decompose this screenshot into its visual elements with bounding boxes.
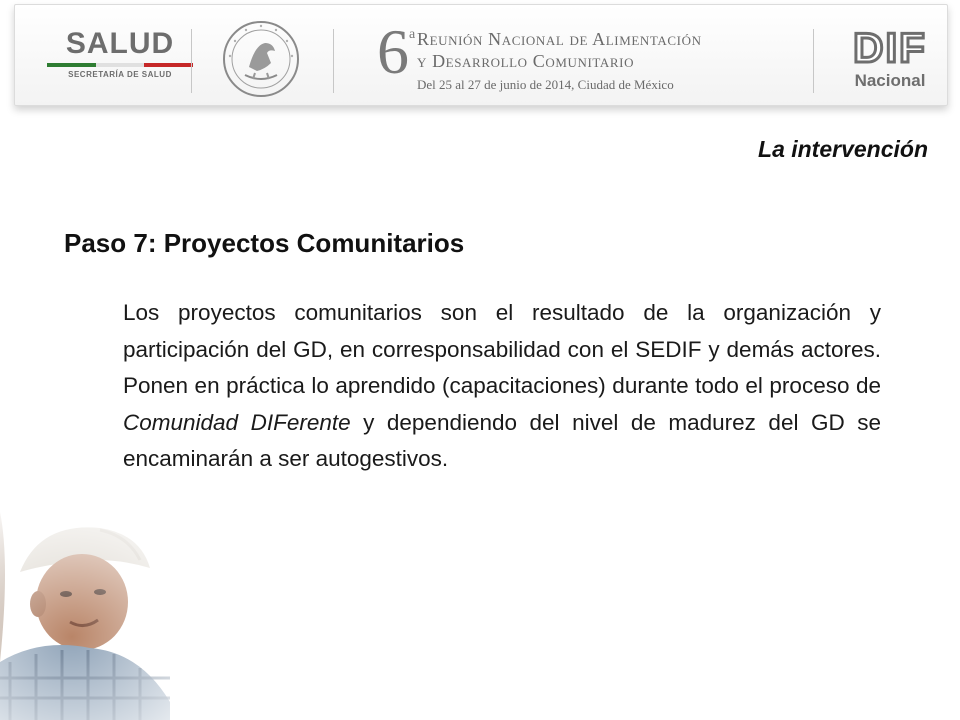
conference-line-2: y Desarrollo Comunitario <box>417 51 635 71</box>
header-divider <box>333 29 334 93</box>
dif-logo-letters: DIF <box>853 24 927 71</box>
header-divider <box>191 29 192 93</box>
salud-logo <box>45 27 195 77</box>
page-title: Paso 7: Proyectos Comunitarios <box>64 228 465 258</box>
mexican-coat-of-arms-icon <box>221 19 301 99</box>
conference-number: 6 <box>377 16 409 87</box>
body-text-italic: Comunidad DIFerente <box>123 409 351 435</box>
salud-logo-name: SALUD <box>65 27 175 60</box>
dif-logo <box>847 23 933 93</box>
header-banner <box>14 4 948 106</box>
body-text-part-2: y dependiendo del nivel de madurez del GD se encaminarán a ser autogestivos. <box>123 409 881 471</box>
section-label: La intervención <box>758 136 928 162</box>
dif-logo-subtitle: Nacional <box>854 71 926 90</box>
body-text-part-1: Los proyectos comunitarios son el resultado de la organización y participación del GD, en corresponsabilidad con el SEDIF y demás actores. Ponen en práctica lo aprendido (capacitaciones) durante todo el proceso de <box>123 300 881 398</box>
salud-logo-stripe <box>47 63 193 67</box>
conference-date: Del 25 al 27 de junio de 2014, Ciudad de México <box>417 77 674 92</box>
child-photo-icon <box>0 512 240 720</box>
conference-superscript: a <box>409 27 416 42</box>
body-paragraph <box>123 295 881 478</box>
salud-logo-subtitle: SECRETARÍA DE SALUD <box>68 70 172 79</box>
conference-title <box>371 16 791 99</box>
conference-line-1: Reunión Nacional de Alimentación <box>417 29 702 49</box>
header-divider <box>813 29 814 93</box>
